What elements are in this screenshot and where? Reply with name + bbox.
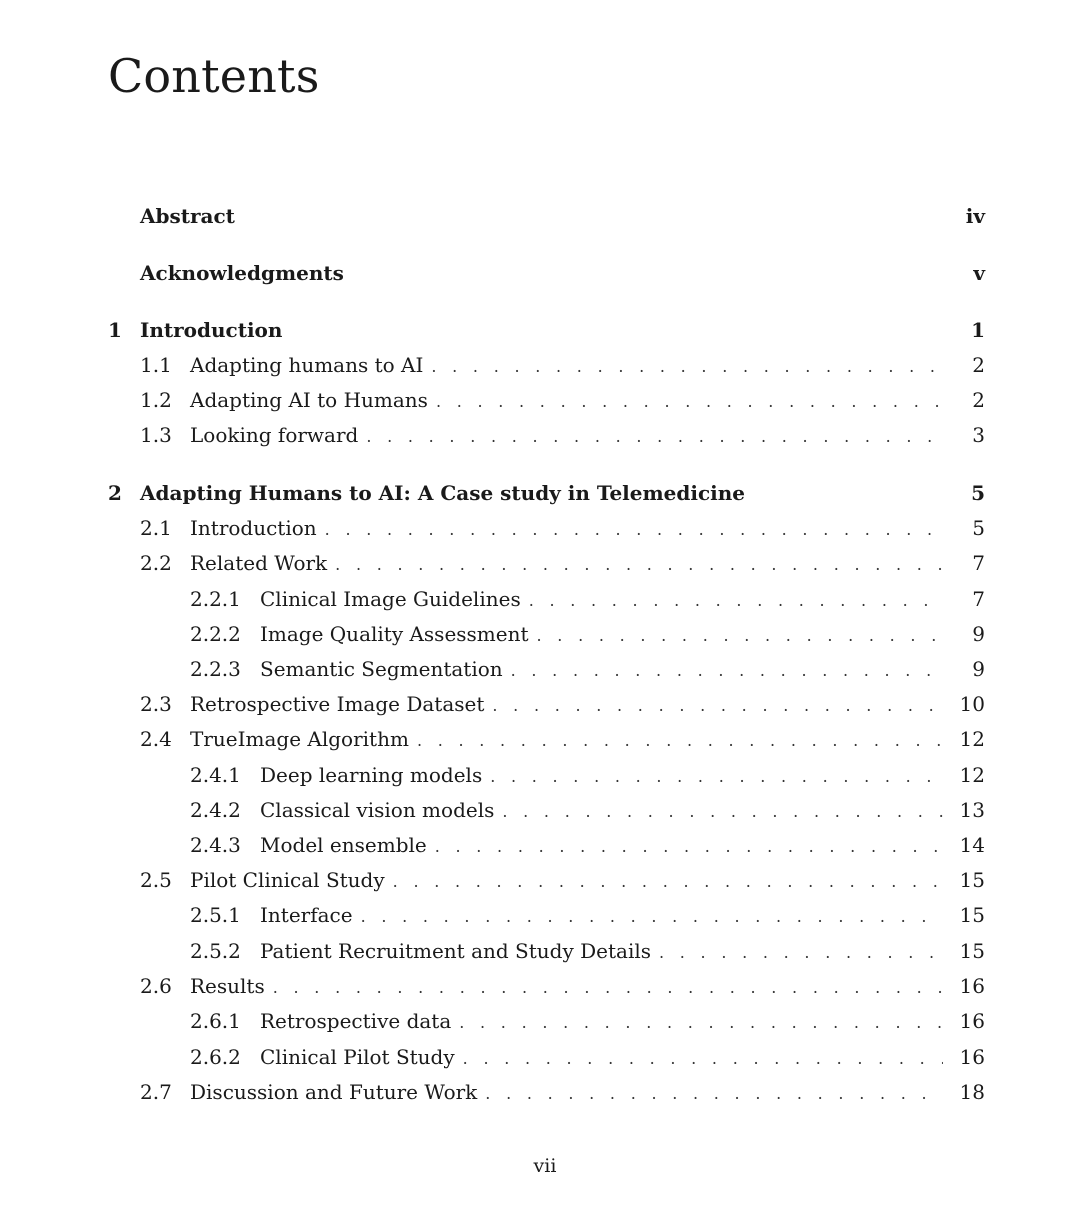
dot-leader <box>325 513 943 545</box>
toc-entry-number: 2.5.2 <box>190 939 241 963</box>
toc-entry[interactable] <box>108 350 985 380</box>
toc-entry-title: Adapting AI to Humans <box>190 388 428 412</box>
dot-leader <box>537 619 943 651</box>
toc-entry[interactable] <box>108 478 985 508</box>
toc-entry-page: 9 <box>972 622 985 646</box>
toc-entry-number: 2.6.2 <box>190 1045 241 1069</box>
toc-entry-page: v <box>973 261 985 285</box>
toc-entry-title: Related Work <box>190 551 328 575</box>
toc-entry-number: 2.6.1 <box>190 1009 241 1033</box>
toc-entry-page: 16 <box>959 1045 985 1069</box>
toc-entry-number: 2.6 <box>140 974 172 998</box>
toc-entry-number: 2.7 <box>140 1080 172 1104</box>
toc-entry-title: Acknowledgments <box>140 261 344 285</box>
toc-entry[interactable] <box>108 420 985 450</box>
dot-leader <box>529 584 943 616</box>
toc-entry-title: Looking forward <box>190 423 359 447</box>
toc-entry[interactable] <box>108 795 985 825</box>
dot-leader <box>366 420 943 452</box>
toc-entry-number: 1.2 <box>140 388 172 412</box>
toc-entry-number: 2.3 <box>140 692 172 716</box>
toc-entry-title: Clinical Image Guidelines <box>260 587 521 611</box>
toc-entry-page: 16 <box>959 974 985 998</box>
toc-entry-title: Clinical Pilot Study <box>260 1045 455 1069</box>
toc-entry-page: 5 <box>971 481 985 505</box>
toc-entry[interactable] <box>108 900 985 930</box>
toc-entry[interactable] <box>108 936 985 966</box>
dot-leader <box>502 795 943 827</box>
dot-leader <box>459 1006 943 1038</box>
dot-leader <box>490 760 943 792</box>
toc-entry-page: 9 <box>972 657 985 681</box>
dot-leader <box>659 936 943 968</box>
toc-entry-page: 15 <box>959 939 985 963</box>
toc-entry[interactable] <box>108 548 985 578</box>
toc-entry-number: 2.2.2 <box>190 622 241 646</box>
toc-entry[interactable] <box>108 385 985 415</box>
toc-entry-page: 10 <box>959 692 985 716</box>
toc-entry-page: 1 <box>971 318 985 342</box>
toc-entry-title: Image Quality Assessment <box>260 622 529 646</box>
toc-entry-title: Adapting humans to AI <box>190 353 424 377</box>
toc-entry[interactable] <box>108 315 985 345</box>
toc-entry[interactable] <box>108 1042 985 1072</box>
dot-leader <box>273 971 943 1003</box>
toc-entry-number: 2.5 <box>140 868 172 892</box>
toc-entry[interactable] <box>108 654 985 684</box>
toc-entry-number: 1 <box>108 318 122 342</box>
toc-entry-page: 12 <box>959 727 985 751</box>
toc-entry-number: 2.4.1 <box>190 763 241 787</box>
dot-leader <box>485 1077 943 1109</box>
dot-leader <box>393 865 943 897</box>
toc-entry-title: Discussion and Future Work <box>190 1080 478 1104</box>
toc-entry[interactable] <box>108 1006 985 1036</box>
toc-entry[interactable] <box>108 258 985 288</box>
toc-entry-title: Results <box>190 974 265 998</box>
toc-entry-page: 16 <box>959 1009 985 1033</box>
toc-entry-title: Deep learning models <box>260 763 483 787</box>
toc-entry-page: 5 <box>972 516 985 540</box>
toc-entry[interactable] <box>108 513 985 543</box>
toc-entry[interactable] <box>108 760 985 790</box>
toc-entry-title: Classical vision models <box>260 798 495 822</box>
toc-entry[interactable] <box>108 724 985 754</box>
toc-entry-page: 14 <box>959 833 985 857</box>
toc-entry-page: 3 <box>972 423 985 447</box>
page-title: Contents <box>108 49 320 103</box>
toc-entry-title: Retrospective Image Dataset <box>190 692 485 716</box>
toc-entry-title: Interface <box>260 903 353 927</box>
toc-entry-number: 2 <box>108 481 122 505</box>
toc-entry[interactable] <box>108 201 985 231</box>
dot-leader <box>436 385 943 417</box>
toc-entry-page: 7 <box>972 587 985 611</box>
toc-entry-number: 2.1 <box>140 516 172 540</box>
toc-entry-title: Semantic Segmentation <box>260 657 503 681</box>
dot-leader <box>417 724 943 756</box>
toc-entry-number: 2.4 <box>140 727 172 751</box>
toc-entry-number: 2.5.1 <box>190 903 241 927</box>
toc-entry[interactable] <box>108 689 985 719</box>
dot-leader <box>335 548 943 580</box>
toc-entry-title: Patient Recruitment and Study Details <box>260 939 652 963</box>
toc-entry[interactable] <box>108 971 985 1001</box>
toc-entry-title: Introduction <box>140 318 283 342</box>
toc-entry-page: iv <box>965 204 985 228</box>
dot-leader <box>431 350 943 382</box>
toc-entry-number: 1.1 <box>140 353 172 377</box>
toc-entry-title: Retrospective data <box>260 1009 452 1033</box>
toc-entry-number: 2.4.3 <box>190 833 241 857</box>
toc-entry-number: 2.2.1 <box>190 587 241 611</box>
toc-entry-page: 12 <box>959 763 985 787</box>
dot-leader <box>492 689 943 721</box>
dot-leader <box>435 830 943 862</box>
toc-entry-number: 2.2.3 <box>190 657 241 681</box>
toc-entry-title: Introduction <box>190 516 317 540</box>
toc-entry-page: 7 <box>972 551 985 575</box>
toc-entry-title: Pilot Clinical Study <box>190 868 385 892</box>
toc-entry-number: 2.4.2 <box>190 798 241 822</box>
dot-leader <box>511 654 943 686</box>
toc-entry-page: 2 <box>972 388 985 412</box>
toc-entry-page: 13 <box>959 798 985 822</box>
toc-entry-title: Abstract <box>140 204 235 228</box>
toc-entry-title: Model ensemble <box>260 833 427 857</box>
dot-leader <box>463 1042 943 1074</box>
toc-entry[interactable] <box>108 865 985 895</box>
toc-entry[interactable] <box>108 1077 985 1107</box>
toc-entry-title: TrueImage Algorithm <box>190 727 409 751</box>
toc-entry-page: 15 <box>959 868 985 892</box>
toc-entry[interactable] <box>108 584 985 614</box>
toc-entry-number: 2.2 <box>140 551 172 575</box>
toc-entry-page: 15 <box>959 903 985 927</box>
toc-entry-page: 2 <box>972 353 985 377</box>
dot-leader <box>361 900 943 932</box>
toc-entry-page: 18 <box>959 1080 985 1104</box>
toc-entry-number: 1.3 <box>140 423 172 447</box>
page-number: vii <box>533 1155 557 1177</box>
toc-entry-title: Adapting Humans to AI: A Case study in Telemedicine <box>140 481 746 505</box>
toc-entry[interactable] <box>108 830 985 860</box>
toc-entry[interactable] <box>108 619 985 649</box>
